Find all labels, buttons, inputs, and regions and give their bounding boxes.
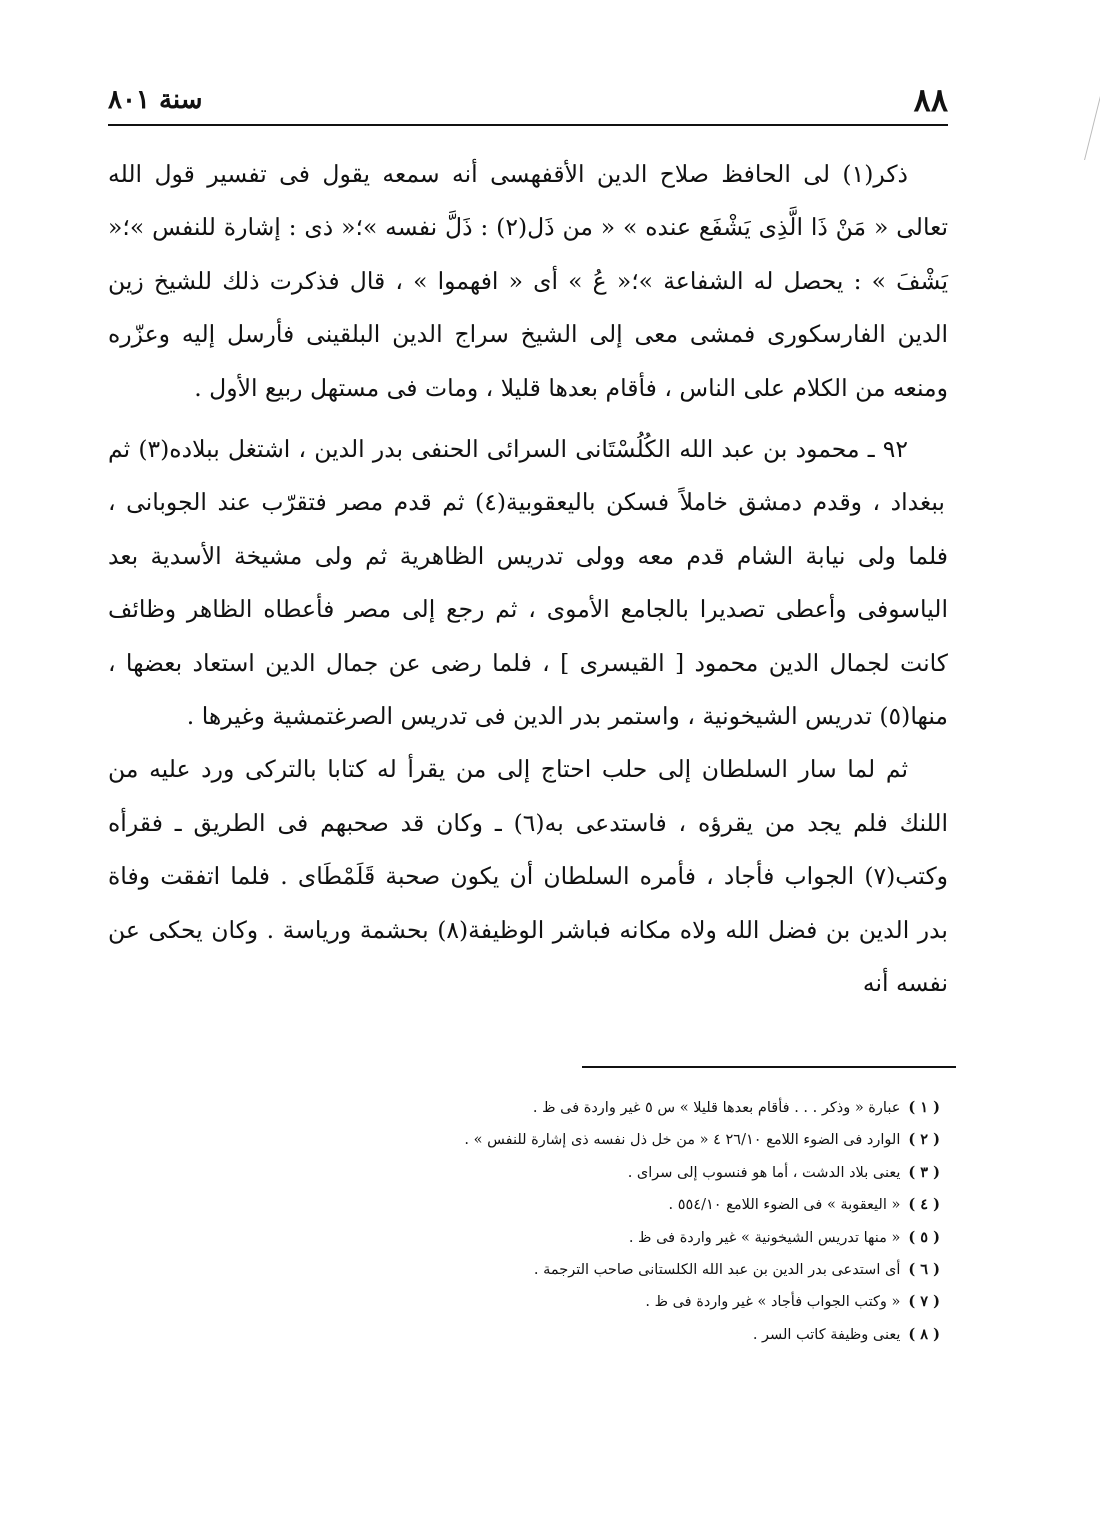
paragraph-2-entry-92 (108, 423, 948, 743)
footnote-7 (300, 1286, 940, 1318)
text-line: وأعطى تصديرا بالجامع الأموى ، ثم رجع إلى مصر فأعطاه الظاهر وظائف كانت لجمال (108, 595, 948, 677)
text-line: الدين محمود [ القيسرى ] ، فلما رضى عن جمال الدين استعاد بعضها ، منها(٥) تدريس (108, 648, 948, 731)
footnote-number: ( ٢ ) (908, 1131, 940, 1149)
text-line: فلم يجد من يقرؤه ، فاستدعى به(٦) ـ وكان قد صحبهم فى الطريق ـ فقرأه وكتب(٧) (108, 808, 948, 891)
footnote-number: ( ٤ ) (908, 1196, 940, 1214)
footnote-2 (300, 1124, 940, 1156)
page-header (108, 76, 948, 126)
text-line: الجواب فأجاد ، فأمره السلطان أن يكون صحبة قَلَمْطَاى . فلما اتفقت وفاة بدر الدين بن (108, 862, 948, 944)
footnote-8 (300, 1319, 940, 1351)
page-number: ٨٨ (913, 81, 948, 119)
footnote-number: ( ٣ ) (908, 1163, 940, 1181)
text-line: فضل الله ولاه مكانه فباشر الوظيفة(٨) بحشمة ورياسة . وكان يحكى عن نفسه أنه (108, 915, 948, 998)
footnote-text: أى استدعى بدر الدين بن عبد الله الكلستانى صاحب الترجمة . (533, 1262, 901, 1279)
text-line: ثم ببغداد ، وقدم دمشق خاملاً فسكن باليعقوبية(٤) ثم قدم مصر فتقرّب عند الجوبانى ، (108, 435, 945, 517)
footnote-6 (300, 1254, 940, 1286)
scan-margin-mark (1054, 40, 1100, 160)
text-line: ثم لما سار السلطان إلى حلب احتاج إلى من يقرأ له كتابا بالتركى ورد عليه من اللنك (108, 755, 948, 837)
text-line: يحصل له الشفاعة »؛« عُ » أى « افهموا » ، قال فذكرت ذلك للشيخ زين الدين الفارسكورى (108, 266, 949, 349)
text-line: ٩٢ ـ محمود بن عبد الله الكُلُسْتَانى السرائى الحنفى بدر الدين ، اشتغل ببلاده(٣) (130, 435, 908, 464)
footnote-text: « وكتب الجواب فأجاد » غير واردة فى ظ . (645, 1294, 901, 1311)
footnote-number: ( ٨ ) (908, 1325, 940, 1343)
footnote-1 (300, 1092, 940, 1124)
text-line: « مَنْ ذَا الَّذِى يَشْفَع عنده » « من ذَل(٢) : ذَلَّ نفسه »؛« ذى : إشارة للنفس »؛« يَشْفَ » : (108, 213, 948, 295)
footnote-number: ( ٦ ) (908, 1261, 940, 1279)
text-line: فمشى معى إلى الشيخ سراج الدين البلقينى فأرسل إليه وعزّره ومنعه من الكلام على الناس ، (108, 320, 948, 402)
running-title: سنة ٨٠١ (108, 85, 203, 115)
footnote-text: « منها تدريس الشيخونية » غير واردة فى ظ . (628, 1229, 901, 1246)
footnote-number: ( ٧ ) (908, 1293, 940, 1311)
text-line: فأقام بعدها قليلا ، ومات فى مستهل ربيع الأول . (194, 373, 657, 402)
footnote-5 (300, 1222, 940, 1254)
paragraph-3 (108, 743, 948, 1010)
footnote-number: ( ٥ ) (908, 1228, 940, 1246)
text-line: ذكر(١) لى الحافظ صلاح الدين الأقفهسى أنه سمعه يقول فى تفسير قول الله تعالى (108, 160, 948, 242)
footnote-text: الوارد فى الضوء اللامع ٢٦/١٠ ٤ « من خل ذل نفسه ذى إشارة للنفس » . (464, 1132, 901, 1149)
footnote-text: عبارة « وذكر . . . فأقام بعدها قليلا » س ٥ غير واردة فى ظ . (532, 1100, 901, 1116)
footnotes (300, 1092, 940, 1351)
footnote-4 (300, 1189, 940, 1221)
footnote-3 (300, 1157, 940, 1189)
footnote-divider (582, 1066, 956, 1068)
footnote-number: ( ١ ) (908, 1099, 940, 1116)
footnote-text: يعنى بلاد الدشت ، أما هو فنسوب إلى سراى . (627, 1164, 901, 1181)
footnote-text: يعنى وظيفة كاتب السر . (752, 1326, 901, 1343)
text-line: الشيخونية ، واستمر بدر الدين فى تدريس الصرغتمشية وغيرها . (186, 702, 798, 731)
footnote-text: « اليعقوبة » فى الضوء اللامع ٥٥٤/١٠ . (668, 1197, 901, 1214)
text-line: فلما ولى نيابة الشام قدم معه وولى تدريس الظاهرية ثم ولى مشيخة الأسدية بعد الياسوفى (108, 541, 948, 624)
paragraph-1 (108, 148, 948, 415)
main-text (108, 148, 948, 1011)
